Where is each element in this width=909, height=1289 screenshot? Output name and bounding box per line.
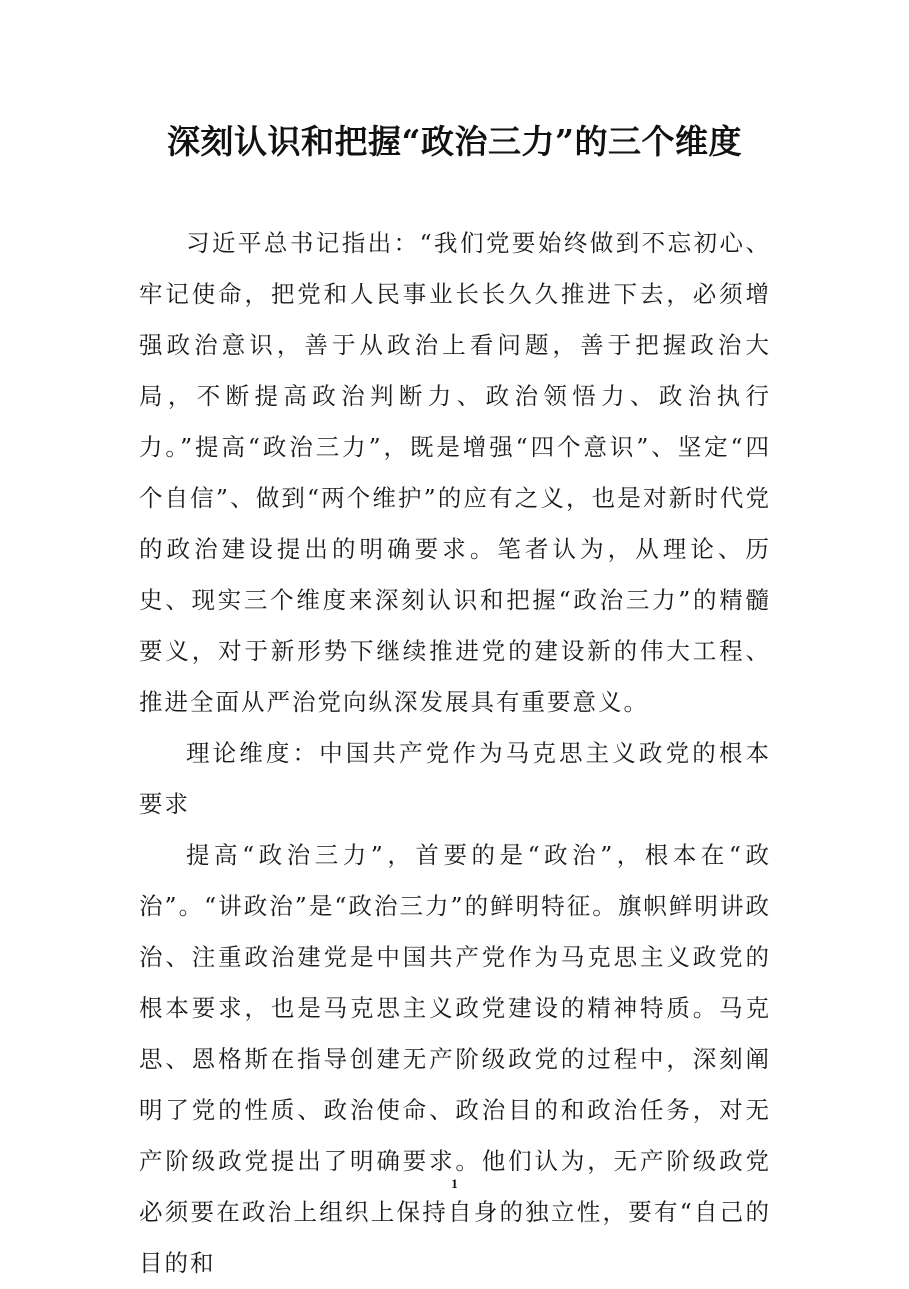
paragraph-intro: 习近平总书记指出：“我们党要始终做到不忘初心、牢记使命，把党和人民事业长长久久推进下去，必须增强政治意识，善于从政治上看问题，善于把握政治大局，不断提高政治判断力、政治领悟力、政治执行力。”提高“政治三力”，既是增强“四个意识”、坚定“四个自信”、做到“两个维护”的应有之义，也是对新时代党的政治建设提出的明确要求。笔者认为，从理论、历史、现实三个维度来深刻认识和把握“政治三力”的精髓要义，对于新形势下继续推进党的建设新的伟大工程、推进全面从严治党向纵深发展具有重要意义。 xyxy=(139,229,771,716)
document-title: 深刻认识和把握“政治三力”的三个维度 xyxy=(167,122,742,161)
page-number: 1 xyxy=(451,1176,458,1191)
document-body xyxy=(139,218,771,1289)
paragraph-theory: 提高“政治三力”，首要的是“政治”，根本在“政治”。“讲政治”是“政治三力”的鲜明特征。旗帜鲜明讲政治、注重政治建党是中国共产党作为马克思主义政党的根本要求，也是马克思主义政党建设的精神特质。马克思、恩格斯在指导创建无产阶级政党的过程中，深刻阐明了党的性质、政治使命、政治目的和政治任务，对无产阶级政党提出了明确要求。他们认为，无产阶级政党必须要在政治上组织上保持自身的独立性，要有“自己的目的和 xyxy=(139,841,771,1277)
section-heading-theory: 理论维度：中国共产党作为马克思主义政党的根本要求 xyxy=(139,739,771,818)
